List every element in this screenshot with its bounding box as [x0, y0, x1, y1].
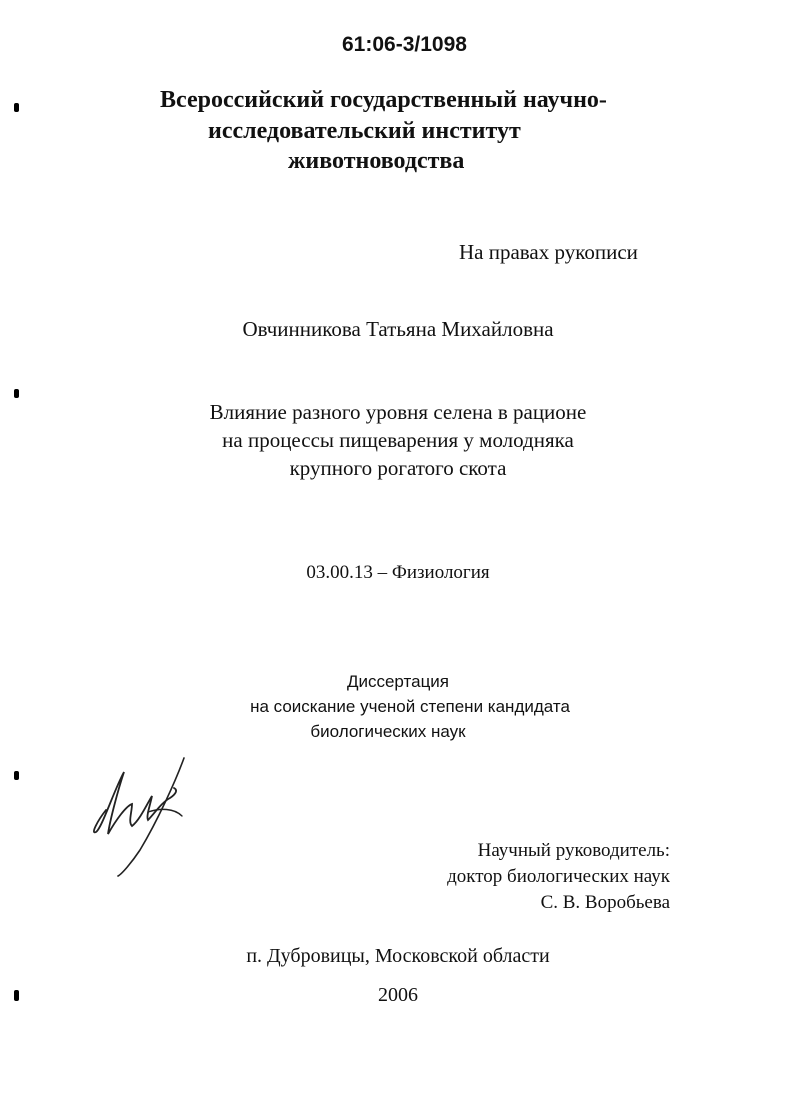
- dissertation-title: [0, 398, 796, 482]
- dissertation-line-3: биологических наук: [310, 722, 466, 741]
- margin-mark: [14, 771, 19, 780]
- dissertation-type: [0, 669, 796, 744]
- institution-line-1: Всероссийский государственный научно-: [160, 87, 607, 113]
- specialty-code: 03.00.13 – Физиология: [306, 562, 490, 583]
- institution-line-3: животноводства: [288, 148, 465, 174]
- rights-notice: На правах рукописи: [459, 240, 638, 264]
- supervisor-block: [410, 838, 670, 916]
- supervisor-degree: доктор биологических наук: [447, 866, 670, 887]
- author-name: Овчинникова Татьяна Михайловна: [242, 317, 554, 341]
- year: 2006: [378, 984, 418, 1006]
- dissertation-line-2: на соискание ученой степени кандидата: [250, 697, 570, 716]
- supervisor-label: Научный руководитель:: [477, 840, 670, 861]
- title-line-3: крупного рогатого скота: [289, 456, 507, 480]
- institution-line-2: исследовательский институт: [208, 118, 521, 144]
- margin-mark: [14, 103, 19, 112]
- title-line-2: на процессы пищеварения у молодняка: [222, 428, 574, 452]
- dissertation-line-1: Диссертация: [346, 672, 450, 691]
- place: п. Дубровицы, Московской области: [246, 945, 550, 967]
- document-code: 61:06-3/1098: [342, 33, 467, 56]
- title-line-1: Влияние разного уровня селена в рационе: [209, 400, 587, 424]
- margin-mark: [14, 389, 19, 398]
- supervisor-name: С. В. Воробьева: [540, 892, 670, 913]
- signature-image: [88, 750, 198, 880]
